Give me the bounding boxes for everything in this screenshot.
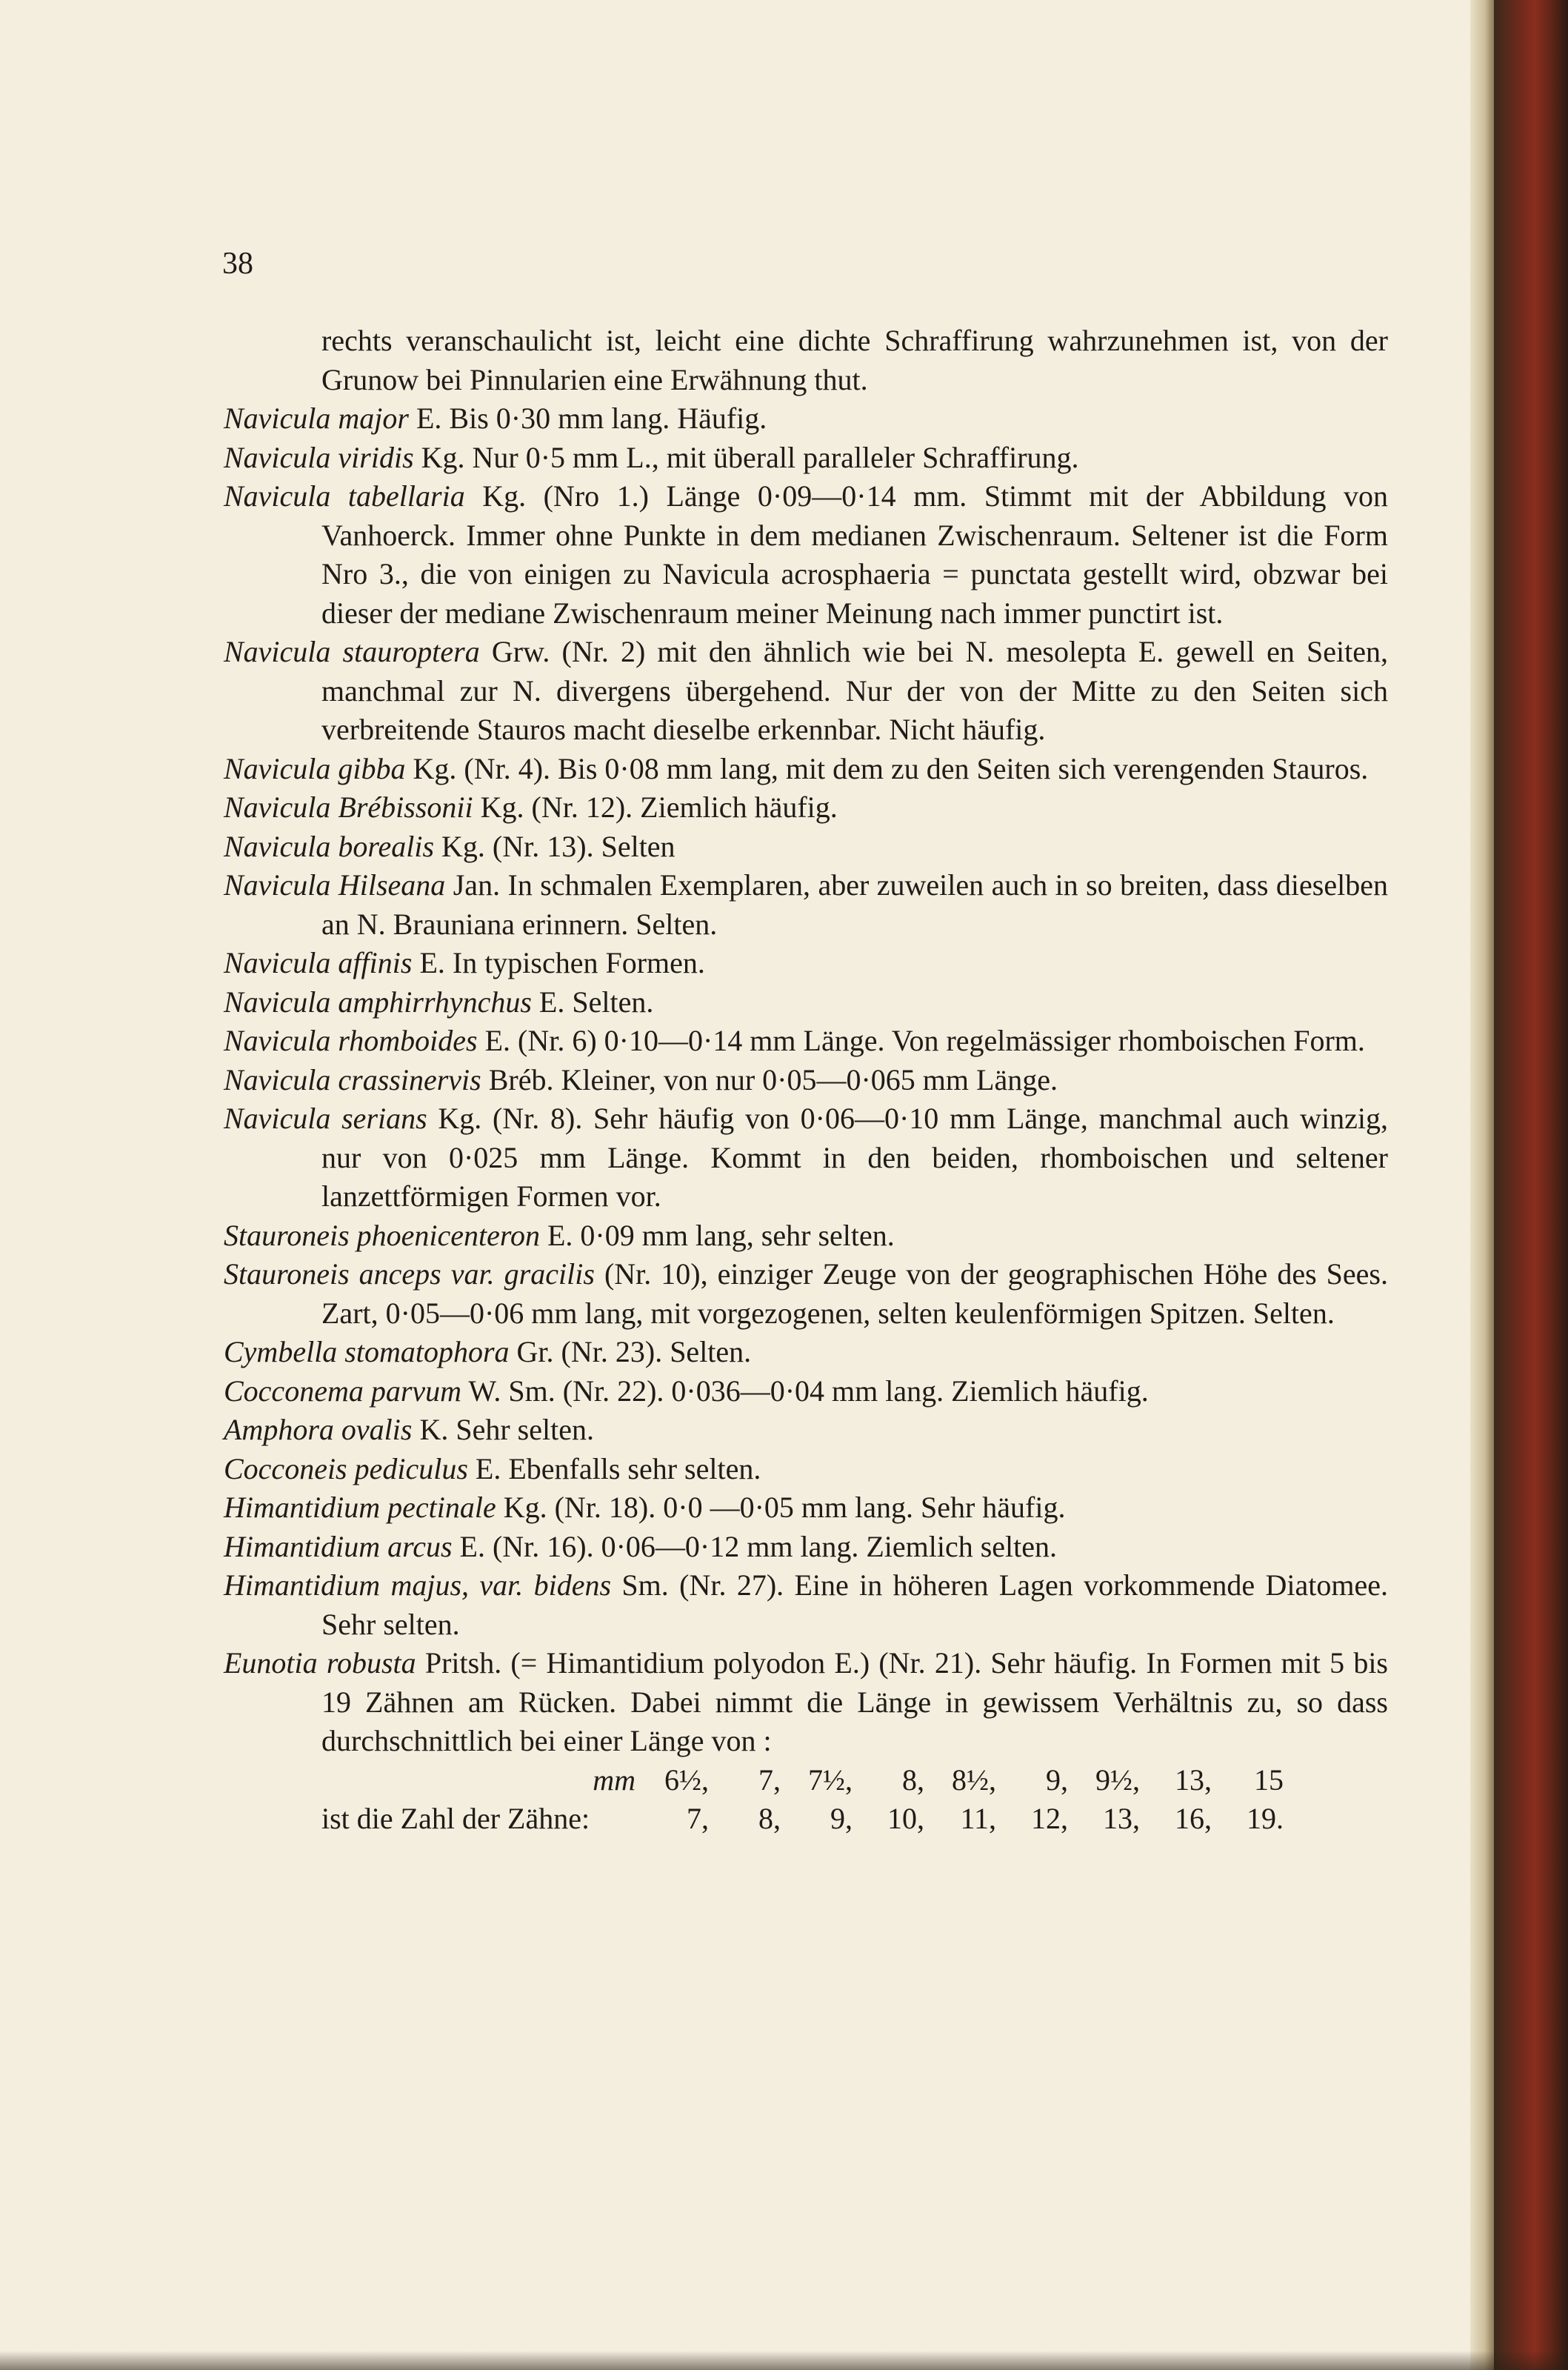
species-text: E. In typischen Formen. bbox=[412, 946, 705, 979]
bottom-shadow bbox=[0, 2351, 1568, 2370]
species-entry bbox=[224, 1528, 1388, 1567]
species-name: Stauroneis anceps var. gracilis bbox=[224, 1257, 595, 1291]
length-cell: 9, bbox=[1046, 1762, 1068, 1797]
unit-label: mm bbox=[593, 1762, 635, 1797]
species-entry bbox=[224, 1022, 1388, 1061]
species-entry bbox=[224, 399, 1388, 439]
species-text: Kg. (Nro 1.) Länge 0·09—0·14 mm. Stimmt mit der Abbildung von Vanhoerck. Immer ohne Punkte in dem medianen Zwischenraum. Seltener ist die Form Nro 3., die von einigen zu Navicula acrosphaeria = punctata gestellt wird, obzwar bei dieser der mediane Zwischenraum meiner Meinung nach immer punctirt ist. bbox=[321, 479, 1388, 630]
species-name: Eunotia robusta bbox=[224, 1646, 416, 1680]
teeth-cell: 7, bbox=[687, 1802, 709, 1835]
species-name: Navicula serians bbox=[224, 1102, 427, 1135]
species-entry bbox=[224, 1372, 1388, 1411]
species-text: Sm. (Nr. 27). Eine in höheren Lagen vorkommende Diatomee. Sehr selten. bbox=[321, 1568, 1389, 1641]
length-cell: 13, bbox=[1175, 1762, 1212, 1797]
page-number: 38 bbox=[222, 247, 253, 281]
species-entry bbox=[224, 1488, 1388, 1528]
species-name: Navicula borealis bbox=[224, 829, 435, 863]
species-name: Cocconeis pediculus bbox=[224, 1451, 468, 1485]
teeth-cell: 19. bbox=[1247, 1802, 1284, 1835]
species-text: E. Bis 0·30 mm lang. Häufig. bbox=[408, 402, 767, 435]
species-name: Navicula Hilseana bbox=[224, 868, 446, 902]
teeth-cell: 13, bbox=[1103, 1802, 1140, 1835]
species-name: Navicula major bbox=[224, 402, 409, 435]
species-text: Pritsh. (= Himantidium polyodon E.) (Nr. 21). Sehr häufig. In Formen mit 5 bis 19 Zähnen am Rücken. Dabei nimmt die Länge in gewissem Verhältnis zu, so dass durchschnittlich bei einer Länge von : bbox=[321, 1646, 1388, 1757]
teeth-cell: 10, bbox=[887, 1802, 924, 1835]
species-name: Navicula tabellaria bbox=[224, 479, 465, 513]
species-text: Gr. (Nr. 23). Selten. bbox=[509, 1335, 752, 1368]
species-text: E. (Nr. 16). 0·06—0·12 mm lang. Ziemlich selten. bbox=[452, 1529, 1058, 1563]
species-entry bbox=[224, 788, 1388, 828]
length-cell: 8, bbox=[902, 1762, 924, 1797]
species-text: Kg. (Nr. 12). Ziemlich häufig. bbox=[473, 790, 838, 824]
species-name: Himantidium pectinale bbox=[224, 1491, 496, 1524]
book-binding bbox=[1494, 0, 1568, 2370]
species-entry bbox=[224, 828, 1388, 867]
species-text: Kg. (Nr. 8). Sehr häufig von 0·06—0·10 mm Länge, manchmal auch winzig, nur von 0·025 mm Länge. Kommt in den beiden, rhomboischen und seltener lanzettförmigen Formen vor. bbox=[321, 1102, 1388, 1213]
teeth-cell: 9, bbox=[830, 1802, 853, 1835]
species-name: Navicula Brébissonii bbox=[224, 790, 473, 824]
species-text: E. 0·09 mm lang, sehr selten. bbox=[539, 1218, 895, 1252]
length-cell: 7½, bbox=[808, 1762, 853, 1797]
species-name: Navicula amphirrhynchus bbox=[224, 985, 532, 1019]
species-text: Kg. Nur 0·5 mm L., mit überall paralleler Schraffirung. bbox=[413, 440, 1079, 474]
species-text: Kg. (Nr. 18). 0·0 —0·05 mm lang. Sehr häufig. bbox=[496, 1491, 1066, 1524]
species-entry bbox=[224, 633, 1388, 750]
species-entry bbox=[224, 439, 1388, 478]
species-entry bbox=[224, 1333, 1388, 1372]
species-name: Amphora ovalis bbox=[224, 1413, 413, 1446]
teeth-cell: 16, bbox=[1175, 1802, 1212, 1835]
length-cell: 9½, bbox=[1095, 1762, 1140, 1797]
species-name: Navicula viridis bbox=[224, 440, 414, 474]
teeth-cell: 12, bbox=[1031, 1802, 1068, 1835]
species-name: Navicula rhomboides bbox=[224, 1024, 478, 1057]
species-name: Navicula gibba bbox=[224, 751, 406, 785]
length-teeth-table bbox=[321, 1761, 1366, 1839]
species-name: Cymbella stomatophora bbox=[224, 1335, 510, 1368]
species-name: Himantidium majus, var. bidens bbox=[224, 1568, 612, 1602]
length-cell: 8½, bbox=[952, 1762, 996, 1797]
species-name: Cocconema parvum bbox=[224, 1374, 462, 1408]
species-text: K. Sehr selten. bbox=[412, 1413, 594, 1446]
teeth-row bbox=[321, 1800, 1366, 1839]
species-entry bbox=[224, 1450, 1388, 1489]
species-entry bbox=[224, 866, 1388, 944]
species-entry bbox=[224, 1061, 1388, 1100]
page-edge bbox=[1470, 0, 1494, 2370]
species-name: Stauroneis phoenicenteron bbox=[224, 1218, 540, 1252]
species-entry bbox=[224, 1644, 1388, 1761]
species-text: Grw. (Nr. 2) mit den ähnlich wie bei N. mesolepta E. gewell en Seiten, manchmal zur N. divergens übergehend. Nur der von der Mitte zu den Seiten sich verbreitende Stauros macht dieselbe erkennbar. Nicht häufig. bbox=[321, 635, 1389, 746]
species-entry bbox=[224, 983, 1388, 1022]
species-text: E. (Nr. 6) 0·10—0·14 mm Länge. Von regelmässiger rhomboischen Form. bbox=[477, 1024, 1365, 1057]
species-entry bbox=[224, 477, 1388, 633]
length-cell: 7, bbox=[758, 1762, 781, 1797]
species-text: (Nr. 10), einziger Zeuge von der geographischen Höhe des Sees. Zart, 0·05—0·06 mm lang, mit vorgezogenen, selten keulenförmigen Spitzen. Selten. bbox=[321, 1257, 1388, 1330]
length-cell: 15 bbox=[1254, 1762, 1284, 1797]
species-text: Kg. (Nr. 4). Bis 0·08 mm lang, mit dem zu den Seiten sich verengenden Stauros. bbox=[405, 751, 1369, 785]
species-text: Jan. In schmalen Exemplaren, aber zuweilen auch in so breiten, dass dieselben an N. Brauniana erinnern. Selten. bbox=[321, 868, 1388, 941]
species-text: W. Sm. (Nr. 22). 0·036—0·04 mm lang. Ziemlich häufig. bbox=[461, 1374, 1149, 1408]
species-entry bbox=[224, 1411, 1388, 1450]
species-text: Bréb. Kleiner, von nur 0·05—0·065 mm Länge. bbox=[481, 1062, 1058, 1096]
intro-paragraph: rechts veranschaulicht ist, leicht eine dichte Schraffirung wahrzunehmen ist, von der Grunow bei Pinnularien eine Erwähnung thut. bbox=[321, 324, 1388, 396]
species-entry bbox=[224, 1099, 1388, 1216]
species-text: Kg. (Nr. 13). Selten bbox=[434, 829, 675, 863]
teeth-label: ist die Zahl der Zähne: bbox=[321, 1802, 590, 1835]
species-entry bbox=[224, 1216, 1388, 1256]
species-name: Navicula crassinervis bbox=[224, 1062, 481, 1096]
length-row bbox=[321, 1761, 1366, 1800]
species-entry bbox=[224, 1255, 1388, 1333]
length-cell: 6½, bbox=[664, 1762, 709, 1797]
body-text bbox=[224, 322, 1388, 1839]
species-entry bbox=[224, 944, 1388, 983]
species-name: Navicula stauroptera bbox=[224, 635, 480, 668]
teeth-cell: 8, bbox=[758, 1802, 781, 1835]
species-name: Navicula affinis bbox=[224, 946, 413, 979]
teeth-cell: 11, bbox=[960, 1802, 996, 1835]
species-entry bbox=[224, 750, 1388, 789]
species-text: E. Selten. bbox=[531, 985, 654, 1019]
species-name: Himantidium arcus bbox=[224, 1529, 453, 1563]
species-entry bbox=[224, 1566, 1388, 1644]
species-text: E. Ebenfalls sehr selten. bbox=[467, 1451, 761, 1485]
